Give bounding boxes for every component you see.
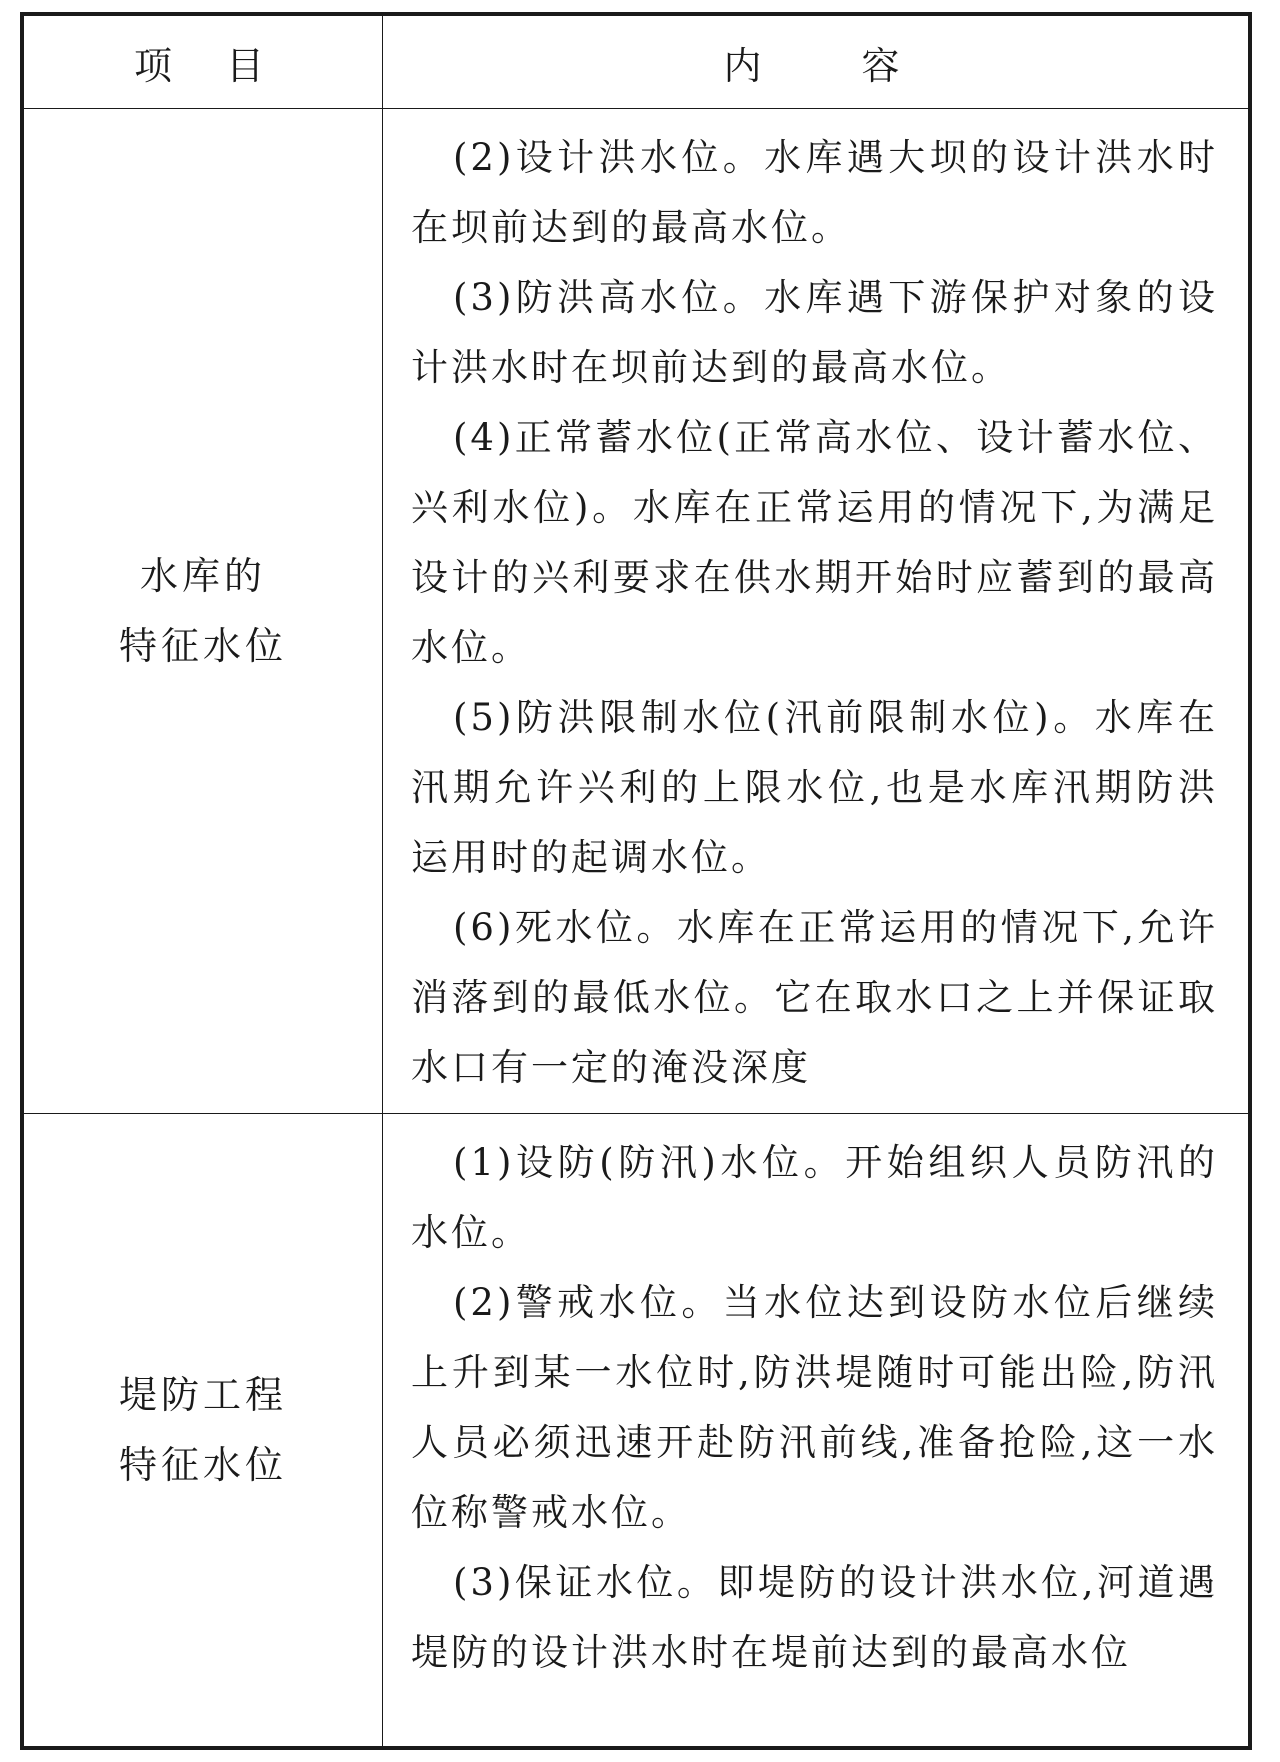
content-paragraph: (6)死水位。水库在正常运用的情况下,允许消落到的最低水位。它在取水口之上并保证取水口有一定的淹没深度 [411, 906, 1218, 1089]
content-paragraph: (1)设防(防汛)水位。开始组织人员防汛的水位。 [411, 1141, 1218, 1254]
table [23, 15, 1249, 1747]
table-row-levee [24, 1114, 1249, 1747]
item-line: 特征水位 [118, 624, 287, 668]
content-paragraph: (2)警戒水位。当水位达到设防水位后继续上升到某一水位时,防洪堤随时可能出险,防汛人员必须迅速开赴防汛前线,准备抢险,这一水位称警戒水位。 [411, 1281, 1218, 1534]
water-level-table [20, 12, 1252, 1750]
header-row [24, 16, 1249, 109]
header-item: 项 目 [24, 16, 383, 109]
content-paragraph: (2)设计洪水位。水库遇大坝的设计洪水时在坝前达到的最高水位。 [411, 136, 1218, 249]
table-row-reservoir [24, 109, 1249, 1114]
content-cell-reservoir [383, 109, 1249, 1114]
header-content: 内 容 [383, 16, 1249, 109]
item-cell-reservoir [24, 109, 383, 1114]
content-paragraph: (3)防洪高水位。水库遇下游保护对象的设计洪水时在坝前达到的最高水位。 [411, 276, 1218, 389]
content-paragraph: (5)防洪限制水位(汛前限制水位)。水库在汛期允许兴利的上限水位,也是水库汛期防洪运用时的起调水位。 [411, 696, 1218, 879]
item-line: 堤防工程 [118, 1373, 287, 1417]
item-cell-levee [24, 1114, 383, 1747]
content-paragraph: (4)正常蓄水位(正常高水位、设计蓄水位、兴利水位)。水库在正常运用的情况下,为满足设计的兴利要求在供水期开始时应蓄到的最高水位。 [411, 416, 1218, 669]
table-header [24, 16, 1249, 109]
content-cell-levee [383, 1114, 1249, 1747]
item-line: 水库的 [139, 554, 266, 598]
content-paragraph: (3)保证水位。即堤防的设计洪水位,河道遇堤防的设计洪水时在堤前达到的最高水位 [411, 1561, 1218, 1674]
item-line: 特征水位 [118, 1443, 287, 1487]
